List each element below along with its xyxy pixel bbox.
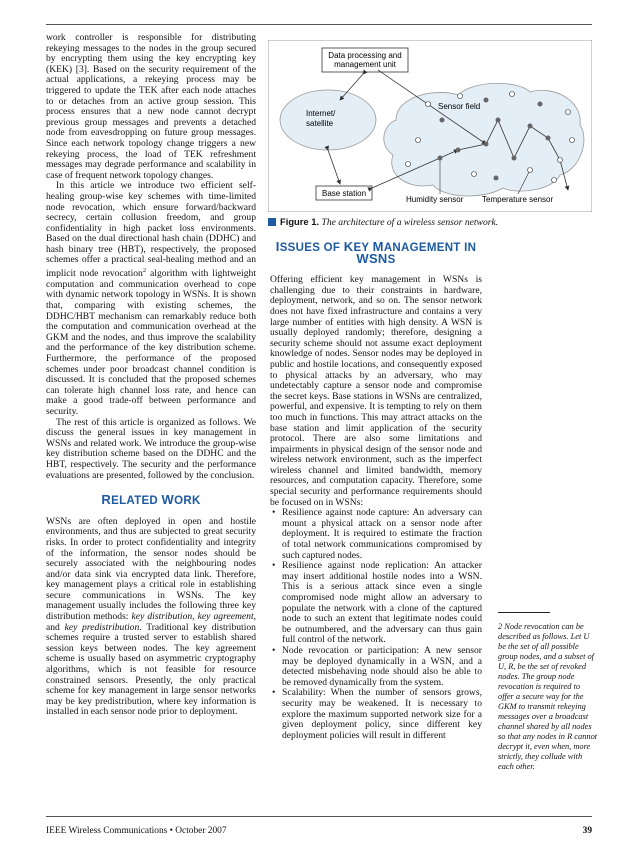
heading-sc: ANAGEMENT IN (383, 242, 477, 254)
heading-sc: SSUES OF (279, 242, 344, 254)
sensor-node (558, 158, 563, 163)
heading-cap: W (161, 492, 175, 508)
footnote: 2 Node revocation can be described as follows. Let U be the set of all possible group nodes, and a subset of U, R, be the set of revoked nodes. The group node revocation is required to offer a secure way for the GKM to transmit rekeying messages over a broadcast channel shared by all nodes so that any nodes in R cannot decrypt it, even when, more strictly, they collude with each other. (498, 622, 598, 771)
sensor-node (458, 94, 463, 99)
sep: , (192, 611, 198, 623)
list-item: • Scalability: When the number of sensors grows, security may be weakened. It is necessary to explore the maximum supported network size for a given deployment policy, since different key deployment policies will result in different (270, 688, 482, 741)
heading-cap: I (275, 239, 280, 254)
paragraph-4a: WSNs are often deployed in open and hostile environments, and thus are subjected to great security risks. In order to protect confidentiality and integrity of the information, the sensor nodes should be securely associated with the neighbouring nodes and/or data sink via encrypted data link. Therefore, key management plays a critical role in establishing secure communications in WSNs. The key management usually includes the following three key distribution methods: (46, 515, 256, 623)
term-key-agreement: key agreement (197, 611, 254, 623)
heading-sc: ORK (174, 495, 201, 508)
internet-label-2: satellite (306, 119, 334, 128)
paragraph-2 (46, 181, 256, 417)
footer-journal: IEEE Wireless Communications • October 2007 (46, 826, 227, 836)
heading-sc: EY (353, 242, 373, 254)
sensor-node (426, 102, 431, 107)
sensor-node (416, 138, 421, 143)
issues-paragraph: Offering efficient key management in WSNs is challenging due to their constraints in hardware, deployment, network, and so on. The sensor network does not have fixed infrastructure and contains a very large number of entities with high density. A WSN is usually deployed randomly; therefore, designing a security scheme should not assume exact deployment knowledge of nodes. Sensor nodes may be deployed in public and hostile locations, and consequently exposed to physical attacks by an adversary, who may undetectably capture a sensor node and compromise the secret keys. Base stations in WSNs are centralized, powerful, and expensive. It is tempting to rely on them too much in functions. This may attract attacks on the base station and limit application of the security protocol. There are also some limitations and impairments in physical design of the sensor node and wireless network environment, such as the imperfect wireless channel and limited bandwidth, memory resources, and computation capacity. Therefore, some special security and performance requirements should be focused on in WSNs: (270, 274, 482, 508)
term-key-distribution: key distribution (131, 611, 193, 623)
base-station-label: Base station (321, 189, 367, 198)
paragraph-2a: In this article we introduce two efficient self-healing group-wise key schemes with time-limited node revocation, which ensure forward/backward secrecy, certain collusion freedom, and group confidentiality in high packet loss environments. Based on the dual directional hash chain (DDHC) and hash binary tree (HBT), respectively, the proposed schemes offer a practical seal-healing method and an implicit node revocation (46, 180, 256, 280)
caption-text: The architecture of a wireless sensor network. (321, 217, 499, 228)
temperature-sensor-label: Temperature sensor (482, 195, 554, 204)
top-rule (46, 24, 592, 25)
footnote-rule (498, 612, 550, 613)
page-number: 39 (582, 826, 592, 836)
humidity-sensor-label: Humidity sensor (406, 195, 464, 204)
related-work-heading (46, 492, 256, 508)
term-key-predistribution: key predistribution (64, 621, 140, 633)
heading-cap: K (343, 239, 354, 254)
sensor-node (494, 176, 499, 181)
sensor-node (484, 98, 489, 103)
data-processing-label-2: management unit (334, 60, 396, 69)
sensor-node (472, 172, 477, 177)
bottom-rule (46, 816, 592, 817)
sensor-node (438, 156, 443, 161)
list-item: • Resilience against node capture: An adversary can mount a physical attack on a sensor node after deployment. It is required to estimate the fraction of total network communications compromised by such captured nodes. (270, 508, 482, 561)
sensor-node (496, 118, 501, 123)
wsn-architecture-figure (268, 40, 592, 212)
sensor-node (528, 124, 533, 129)
paragraph-1: work controller is responsible for distributing rekeying messages to the nodes in the group secured by encrypting them using the key encrypting key (KEK) [3]. Based on the security requirement of the actual applications, a rekeying process may be triggered to update the TEK after each node attaches to or detaches from an active group session. This process ensures that a new node cannot decrypt previous group messages and prevents a detached node from eavesdropping on future group messages. Since each network topology change triggers a new rekeying process, the load of TEK refreshment messages may degrade performance and scalability in case of frequent network topology changes. (46, 32, 256, 181)
heading-cap: R (101, 492, 112, 508)
data-processing-label: Data processing and (328, 51, 402, 60)
paragraph-4b: . Traditional key distribution schemes require a trusted server to establish shared session keys between nodes. The key agreement scheme is usually based on asymmetric cryptography algorithms, which is not feasible for resource constrained sensors. Presently, the only practical scheme for key management in large sensor networks may be key predistribution, where key information is installed in each sensor node prior to deployment. (46, 621, 256, 718)
sensor-node (538, 102, 543, 107)
list-item: • Resilience against node replication: An attacker may insert additional hostile nodes into a WSN. This is a serious attack since even a single compromised node might allow an adversary to populate the network with a clone of the captured node to such an extent that legitimate nodes could be outnumbered, and the adversary can thus gain full control of the network. (270, 561, 482, 646)
sensor-node (552, 178, 557, 183)
page-footer (46, 826, 592, 836)
caption-label: Figure 1. (280, 216, 320, 227)
list-item: • Node revocation or participation: A new sensor may be deployed dynamically in a WSN, and a detected misbehaving node should also be able to be removed dynamically from the system. (270, 646, 482, 688)
requirements-list (270, 508, 482, 741)
footnote-ref: 2 (142, 267, 147, 275)
paragraph-4 (46, 517, 256, 718)
heading-cap: M (372, 239, 384, 254)
sensor-node (484, 142, 489, 147)
left-column (46, 33, 256, 718)
sensor-node (456, 148, 461, 153)
sensor-node (510, 92, 515, 97)
sep: , and (46, 611, 257, 633)
sensor-node (570, 138, 575, 143)
sensor-field-label: Sensor field (438, 102, 481, 111)
sensor-node (440, 118, 445, 123)
issues-heading (270, 239, 482, 266)
internet-label: Internet/ (306, 109, 336, 118)
heading-sc: ELATED (111, 495, 162, 508)
heading-sc: S (387, 253, 396, 266)
heading-cap: WSN (356, 250, 388, 266)
sensor-node (546, 136, 551, 141)
sensor-node (406, 162, 411, 167)
figure-caption (268, 216, 592, 228)
paragraph-3: The rest of this article is organized as follows. We discuss the general issues in key management in WSNs and related work. We introduce the group-wise key distribution scheme based on the DDHC and the HBT, respectively. The security and the performance evaluations are presented, followed by the conclusion. (46, 416, 256, 481)
sensor-node (566, 110, 571, 115)
right-column (270, 236, 482, 741)
sensor-node (528, 168, 533, 173)
caption-square-icon (268, 218, 276, 226)
sensor-node (512, 156, 517, 161)
paragraph-2b: algorithm with lightweight computation and communication overhead to cope with dynamic network topology in WSNs. It is shown that, comparing with existing schemes, the DDHC/HBT mechanism can remarkably reduce both the computation and communication overhead at the GKM and the nodes, and thus improve the scalability and the performance of the key distribution scheme. Furthermore, the performance of the proposed schemes under poor broadcast channel condition is discussed. It is concluded that the proposed schemes can tolerate high channel loss rate, and hence can make a good trade-off between performance and security. (46, 268, 256, 417)
